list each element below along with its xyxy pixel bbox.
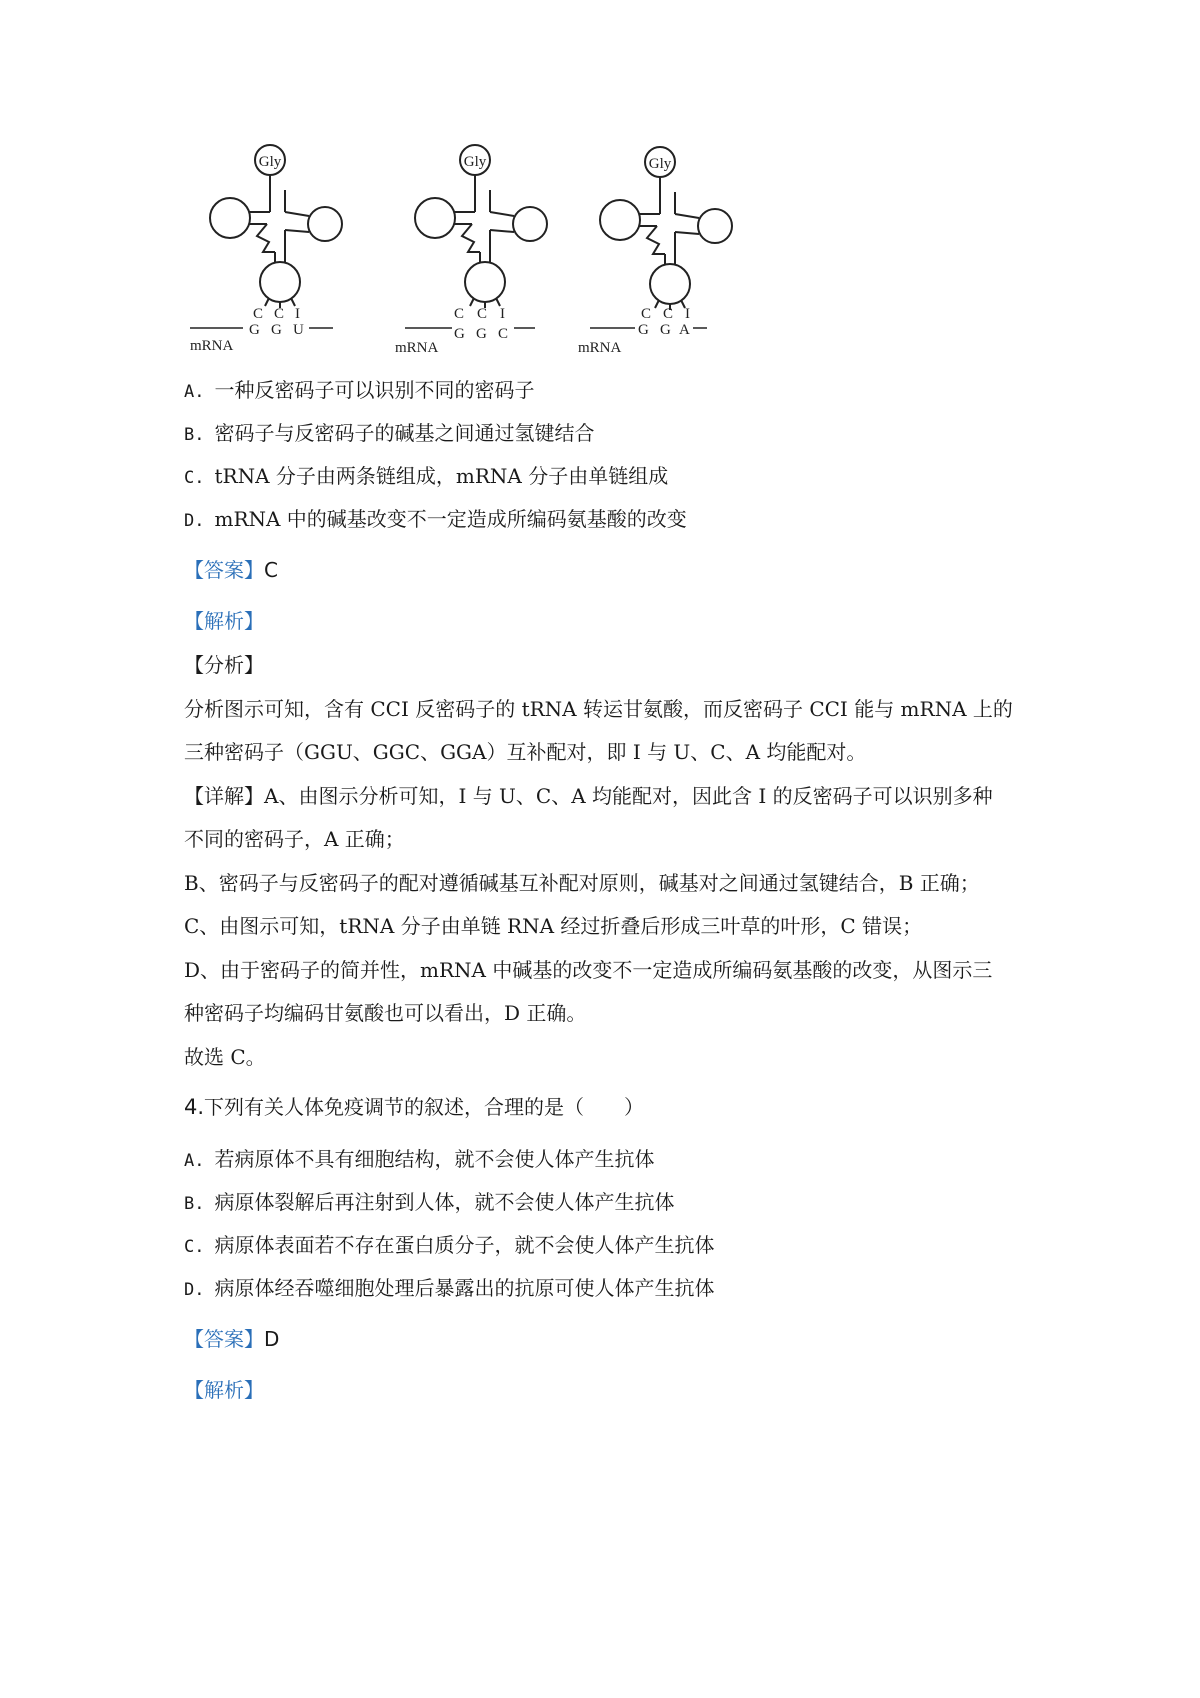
amino-acid-label: Gly xyxy=(648,156,672,172)
codon-base: G xyxy=(476,326,487,342)
q3-answer xyxy=(184,556,278,584)
q3-detail-line-6: 种密码子均编码甘氨酸也可以看出，D 正确。 xyxy=(184,1001,587,1025)
anticodon-base: I xyxy=(685,306,690,322)
option-letter: B. xyxy=(184,425,205,445)
q3-option-a xyxy=(184,376,534,406)
trna-2 xyxy=(395,145,547,356)
trna-diagram xyxy=(185,140,745,360)
q3-detail-line-3: B、密码子与反密码子的配对遵循碱基互补配对原则，碱基对之间通过氢键结合，B 正确； xyxy=(184,871,980,895)
trna-1 xyxy=(190,145,342,354)
option-letter: D. xyxy=(184,1280,205,1300)
question-text: 下列有关人体免疫调节的叙述，合理的是（ ） xyxy=(204,1095,645,1119)
option-text: mRNA 中的碱基改变不一定造成所编码氨基酸的改变 xyxy=(214,507,687,531)
codon-base: G xyxy=(249,322,260,338)
q3-detail-line-1 xyxy=(184,782,993,810)
anticodon-base: C xyxy=(454,306,465,322)
option-letter: B. xyxy=(184,1194,205,1214)
mrna-label: mRNA xyxy=(578,340,622,356)
q3-option-c xyxy=(184,462,668,492)
option-text: 病原体经吞噬细胞处理后暴露出的抗原可使人体产生抗体 xyxy=(214,1276,715,1300)
q4-answer xyxy=(184,1325,279,1353)
amino-acid-label: Gly xyxy=(258,154,282,170)
q3-detail-line-5: D、由于密码子的简并性，mRNA 中碱基的改变不一定造成所编码氨基酸的改变，从图示三 xyxy=(184,958,993,982)
option-letter: C. xyxy=(184,468,205,488)
answer-value: D xyxy=(264,1327,280,1351)
option-text: 若病原体不具有细胞结构，就不会使人体产生抗体 xyxy=(214,1147,655,1171)
anticodon-base: C xyxy=(253,306,264,322)
option-letter: A. xyxy=(184,1151,205,1171)
q4-option-a xyxy=(184,1145,654,1175)
q4-option-b xyxy=(184,1188,674,1218)
trna-figure xyxy=(185,140,745,364)
answer-tag: 【答案】 xyxy=(184,558,264,582)
answer-tag: 【答案】 xyxy=(184,1327,264,1351)
q3-conclusion: 故选 C。 xyxy=(184,1045,266,1069)
detail-text: A、由图示分析可知，I 与 U、C、A 均能配对，因此含 I 的反密码子可以识别多种 xyxy=(264,784,993,808)
q3-option-b xyxy=(184,419,594,449)
codon-base: C xyxy=(498,326,509,342)
analysis-tag: 【解析】 xyxy=(184,609,264,633)
option-text: 病原体裂解后再注射到人体，就不会使人体产生抗体 xyxy=(214,1190,675,1214)
anticodon-base: C xyxy=(641,306,652,322)
q3-fenxi-heading xyxy=(184,651,264,679)
codon-base: U xyxy=(293,322,304,338)
mrna-label: mRNA xyxy=(190,338,234,354)
codon-base: G xyxy=(271,322,282,338)
option-text: 一种反密码子可以识别不同的密码子 xyxy=(214,378,535,402)
fenxi-tag: 【分析】 xyxy=(184,653,264,677)
q3-analysis-heading xyxy=(184,607,264,635)
codon-base: G xyxy=(454,326,465,342)
option-text: 病原体表面若不存在蛋白质分子，就不会使人体产生抗体 xyxy=(214,1233,715,1257)
anticodon-base: C xyxy=(663,306,674,322)
q4-analysis-heading xyxy=(184,1376,264,1404)
option-letter: D. xyxy=(184,511,205,531)
q3-fenxi-line-2: 三种密码子（GGU、GGC、GGA）互补配对，即 I 与 U、C、A 均能配对。 xyxy=(184,740,867,764)
option-text: tRNA 分子由两条链组成，mRNA 分子由单链组成 xyxy=(214,464,669,488)
anticodon-base: C xyxy=(477,306,488,322)
codon-base: G xyxy=(638,322,649,338)
analysis-tag: 【解析】 xyxy=(184,1378,264,1402)
anticodon-base: C xyxy=(274,306,285,322)
q4-option-d xyxy=(184,1274,714,1304)
option-letter: C. xyxy=(184,1237,205,1257)
q3-option-d xyxy=(184,505,687,535)
q3-fenxi-line-1: 分析图示可知，含有 CCI 反密码子的 tRNA 转运甘氨酸，而反密码子 CCI 能与 mRNA 上的 xyxy=(184,697,1013,721)
q4-option-c xyxy=(184,1231,714,1261)
q3-detail-line-4: C、由图示可知，tRNA 分子由单链 RNA 经过折叠后形成三叶草的叶形，C 错误； xyxy=(184,914,923,938)
option-text: 密码子与反密码子的碱基之间通过氢键结合 xyxy=(214,421,595,445)
q3-detail-line-2: 不同的密码子，A 正确； xyxy=(184,827,405,851)
codon-base: G xyxy=(660,322,671,338)
mrna-label: mRNA xyxy=(395,340,439,356)
detail-tag: 【详解】 xyxy=(184,784,264,808)
question-number: 4. xyxy=(184,1095,205,1119)
trna-3 xyxy=(578,147,732,356)
anticodon-base: I xyxy=(500,306,505,322)
answer-value: C xyxy=(264,558,278,582)
q4-stem xyxy=(184,1093,644,1121)
option-letter: A. xyxy=(184,382,205,402)
amino-acid-label: Gly xyxy=(463,154,487,170)
anticodon-base: I xyxy=(295,306,300,322)
codon-base: A xyxy=(679,322,690,338)
